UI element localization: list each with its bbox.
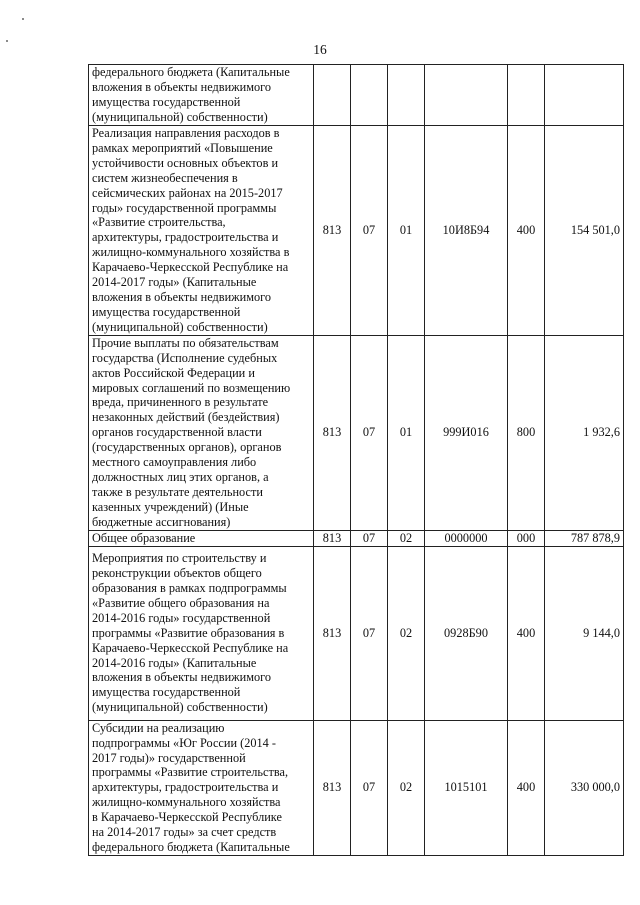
description-line: вложения в объекты недвижимого — [92, 80, 272, 95]
description-line: систем жизнеобеспечения в — [92, 170, 238, 185]
description-line: 2014-2016 годы» государственной — [92, 610, 271, 625]
description-line: 2017 годы)» государственной — [92, 750, 246, 765]
cell-expense-type: 000 — [508, 530, 545, 546]
description-line: имущества государственной — [92, 685, 241, 700]
description-line: казенных учреждений) (Иные — [92, 499, 249, 514]
description-line: (муниципальной) собственности) — [92, 319, 268, 334]
cell-subsection: 02 — [388, 530, 425, 546]
table-row — [89, 126, 624, 336]
description-line: имущества государственной — [92, 304, 241, 319]
table-row — [89, 546, 624, 720]
cell-admin-code: 813 — [314, 126, 351, 336]
description-line: образования в рамках подпрограммы — [92, 581, 287, 596]
cell-expense-type: 800 — [508, 335, 545, 530]
cell-target-article: 0928Б90 — [425, 546, 508, 720]
description-line: на 2014-2017 годы» за счет средств — [92, 825, 277, 840]
description-line: жилищно-коммунального хозяйства — [92, 795, 281, 810]
cell-section: 07 — [351, 720, 388, 855]
description-line: Реализация направления расходов в — [92, 126, 280, 140]
table-body — [89, 65, 624, 856]
description-line: Субсидии на реализацию — [92, 720, 225, 735]
cell-subsection: 02 — [388, 720, 425, 855]
description-line: (государственных органов), органов — [92, 440, 282, 455]
description-line: мировых соглашений по возмещению — [92, 380, 291, 395]
cell-description — [89, 126, 314, 336]
description-line: в Карачаево-Черкесской Республике — [92, 810, 282, 825]
description-line: федерального бюджета (Капитальные — [92, 65, 290, 80]
description-line: «Развитие общего образования на — [92, 595, 270, 610]
cell-target-article: 0000000 — [425, 530, 508, 546]
description-line: Карачаево-Черкесской Республике на — [92, 640, 289, 655]
cell-section — [351, 65, 388, 126]
cell-admin-code: 813 — [314, 546, 351, 720]
cell-admin-code — [314, 65, 351, 126]
page-number: 16 — [313, 42, 327, 57]
cell-target-article — [425, 65, 508, 126]
table-row — [89, 530, 624, 546]
cell-description — [89, 65, 314, 126]
description-line: реконструкции объектов общего — [92, 566, 262, 581]
description-line: вреда, причиненного в результате — [92, 395, 269, 410]
cell-amount — [545, 65, 624, 126]
cell-section: 07 — [351, 546, 388, 720]
cell-description — [89, 335, 314, 530]
cell-admin-code: 813 — [314, 720, 351, 855]
cell-admin-code: 813 — [314, 335, 351, 530]
description-line: актов Российской Федерации и — [92, 365, 255, 380]
description-line: вложения в объекты недвижимого — [92, 670, 272, 685]
description-line: имущества государственной — [92, 95, 241, 109]
description-line: бюджетные ассигнования) — [92, 514, 231, 529]
description-line: вложения в объекты недвижимого — [92, 289, 272, 304]
cell-target-article: 10И8Б94 — [425, 126, 508, 336]
cell-description — [89, 546, 314, 720]
description-line: (муниципальной) собственности) — [92, 109, 268, 124]
cell-expense-type: 400 — [508, 720, 545, 855]
cell-target-article: 999И016 — [425, 335, 508, 530]
description-line: рамках мероприятий «Повышение — [92, 140, 273, 155]
cell-amount: 9 144,0 — [545, 546, 624, 720]
table-row — [89, 720, 624, 855]
description-line: государства (Исполнение судебных — [92, 350, 278, 365]
description-line: 2014-2016 годы» (Капитальные — [92, 655, 257, 670]
table-row — [89, 65, 624, 126]
scan-speck — [6, 40, 8, 42]
description-line: сейсмических районах на 2015-2017 — [92, 185, 283, 200]
cell-amount: 330 000,0 — [545, 720, 624, 855]
cell-subsection: 01 — [388, 126, 425, 336]
cell-expense-type: 400 — [508, 546, 545, 720]
description-line: программы «Развитие строительства, — [92, 765, 289, 780]
description-line: жилищно-коммунального хозяйства в — [92, 245, 290, 260]
description-line: устойчивости основных объектов и — [92, 155, 279, 170]
description-line: (муниципальной) собственности) — [92, 700, 268, 715]
description-line: Мероприятия по строительству и — [92, 551, 267, 566]
description-line: должностных лиц этих органов, а — [92, 469, 269, 484]
description-line: Общее образование — [92, 530, 196, 545]
description-line: 2014-2017 годы» (Капитальные — [92, 275, 257, 290]
scan-speck — [22, 18, 24, 20]
cell-section: 07 — [351, 126, 388, 336]
description-line: незаконных действий (бездействия) — [92, 410, 280, 425]
description-line: Прочие выплаты по обязательствам — [92, 335, 279, 350]
cell-description — [89, 720, 314, 855]
cell-expense-type — [508, 65, 545, 126]
description-line: подпрограммы «Юг России (2014 - — [92, 735, 276, 750]
description-line: местного самоуправления либо — [92, 455, 257, 470]
cell-amount: 154 501,0 — [545, 126, 624, 336]
cell-amount: 1 932,6 — [545, 335, 624, 530]
cell-admin-code: 813 — [314, 530, 351, 546]
description-line: программы «Развитие образования в — [92, 625, 285, 640]
cell-section: 07 — [351, 530, 388, 546]
cell-target-article: 1015101 — [425, 720, 508, 855]
cell-description — [89, 530, 314, 546]
description-line: архитектуры, градостроительства и — [92, 230, 279, 245]
cell-expense-type: 400 — [508, 126, 545, 336]
description-line: также в результате деятельности — [92, 484, 263, 499]
cell-subsection — [388, 65, 425, 126]
budget-table — [88, 64, 624, 856]
description-line: годы» государственной программы — [92, 200, 277, 215]
description-line: Карачаево-Черкесской Республике на — [92, 260, 289, 275]
description-line: «Развитие строительства, — [92, 215, 226, 230]
cell-section: 07 — [351, 335, 388, 530]
cell-amount: 787 878,9 — [545, 530, 624, 546]
description-line: органов государственной власти — [92, 425, 262, 440]
description-line: архитектуры, градостроительства и — [92, 780, 279, 795]
table-row — [89, 335, 624, 530]
cell-subsection: 01 — [388, 335, 425, 530]
cell-subsection: 02 — [388, 546, 425, 720]
description-line: федерального бюджета (Капитальные — [92, 839, 290, 854]
